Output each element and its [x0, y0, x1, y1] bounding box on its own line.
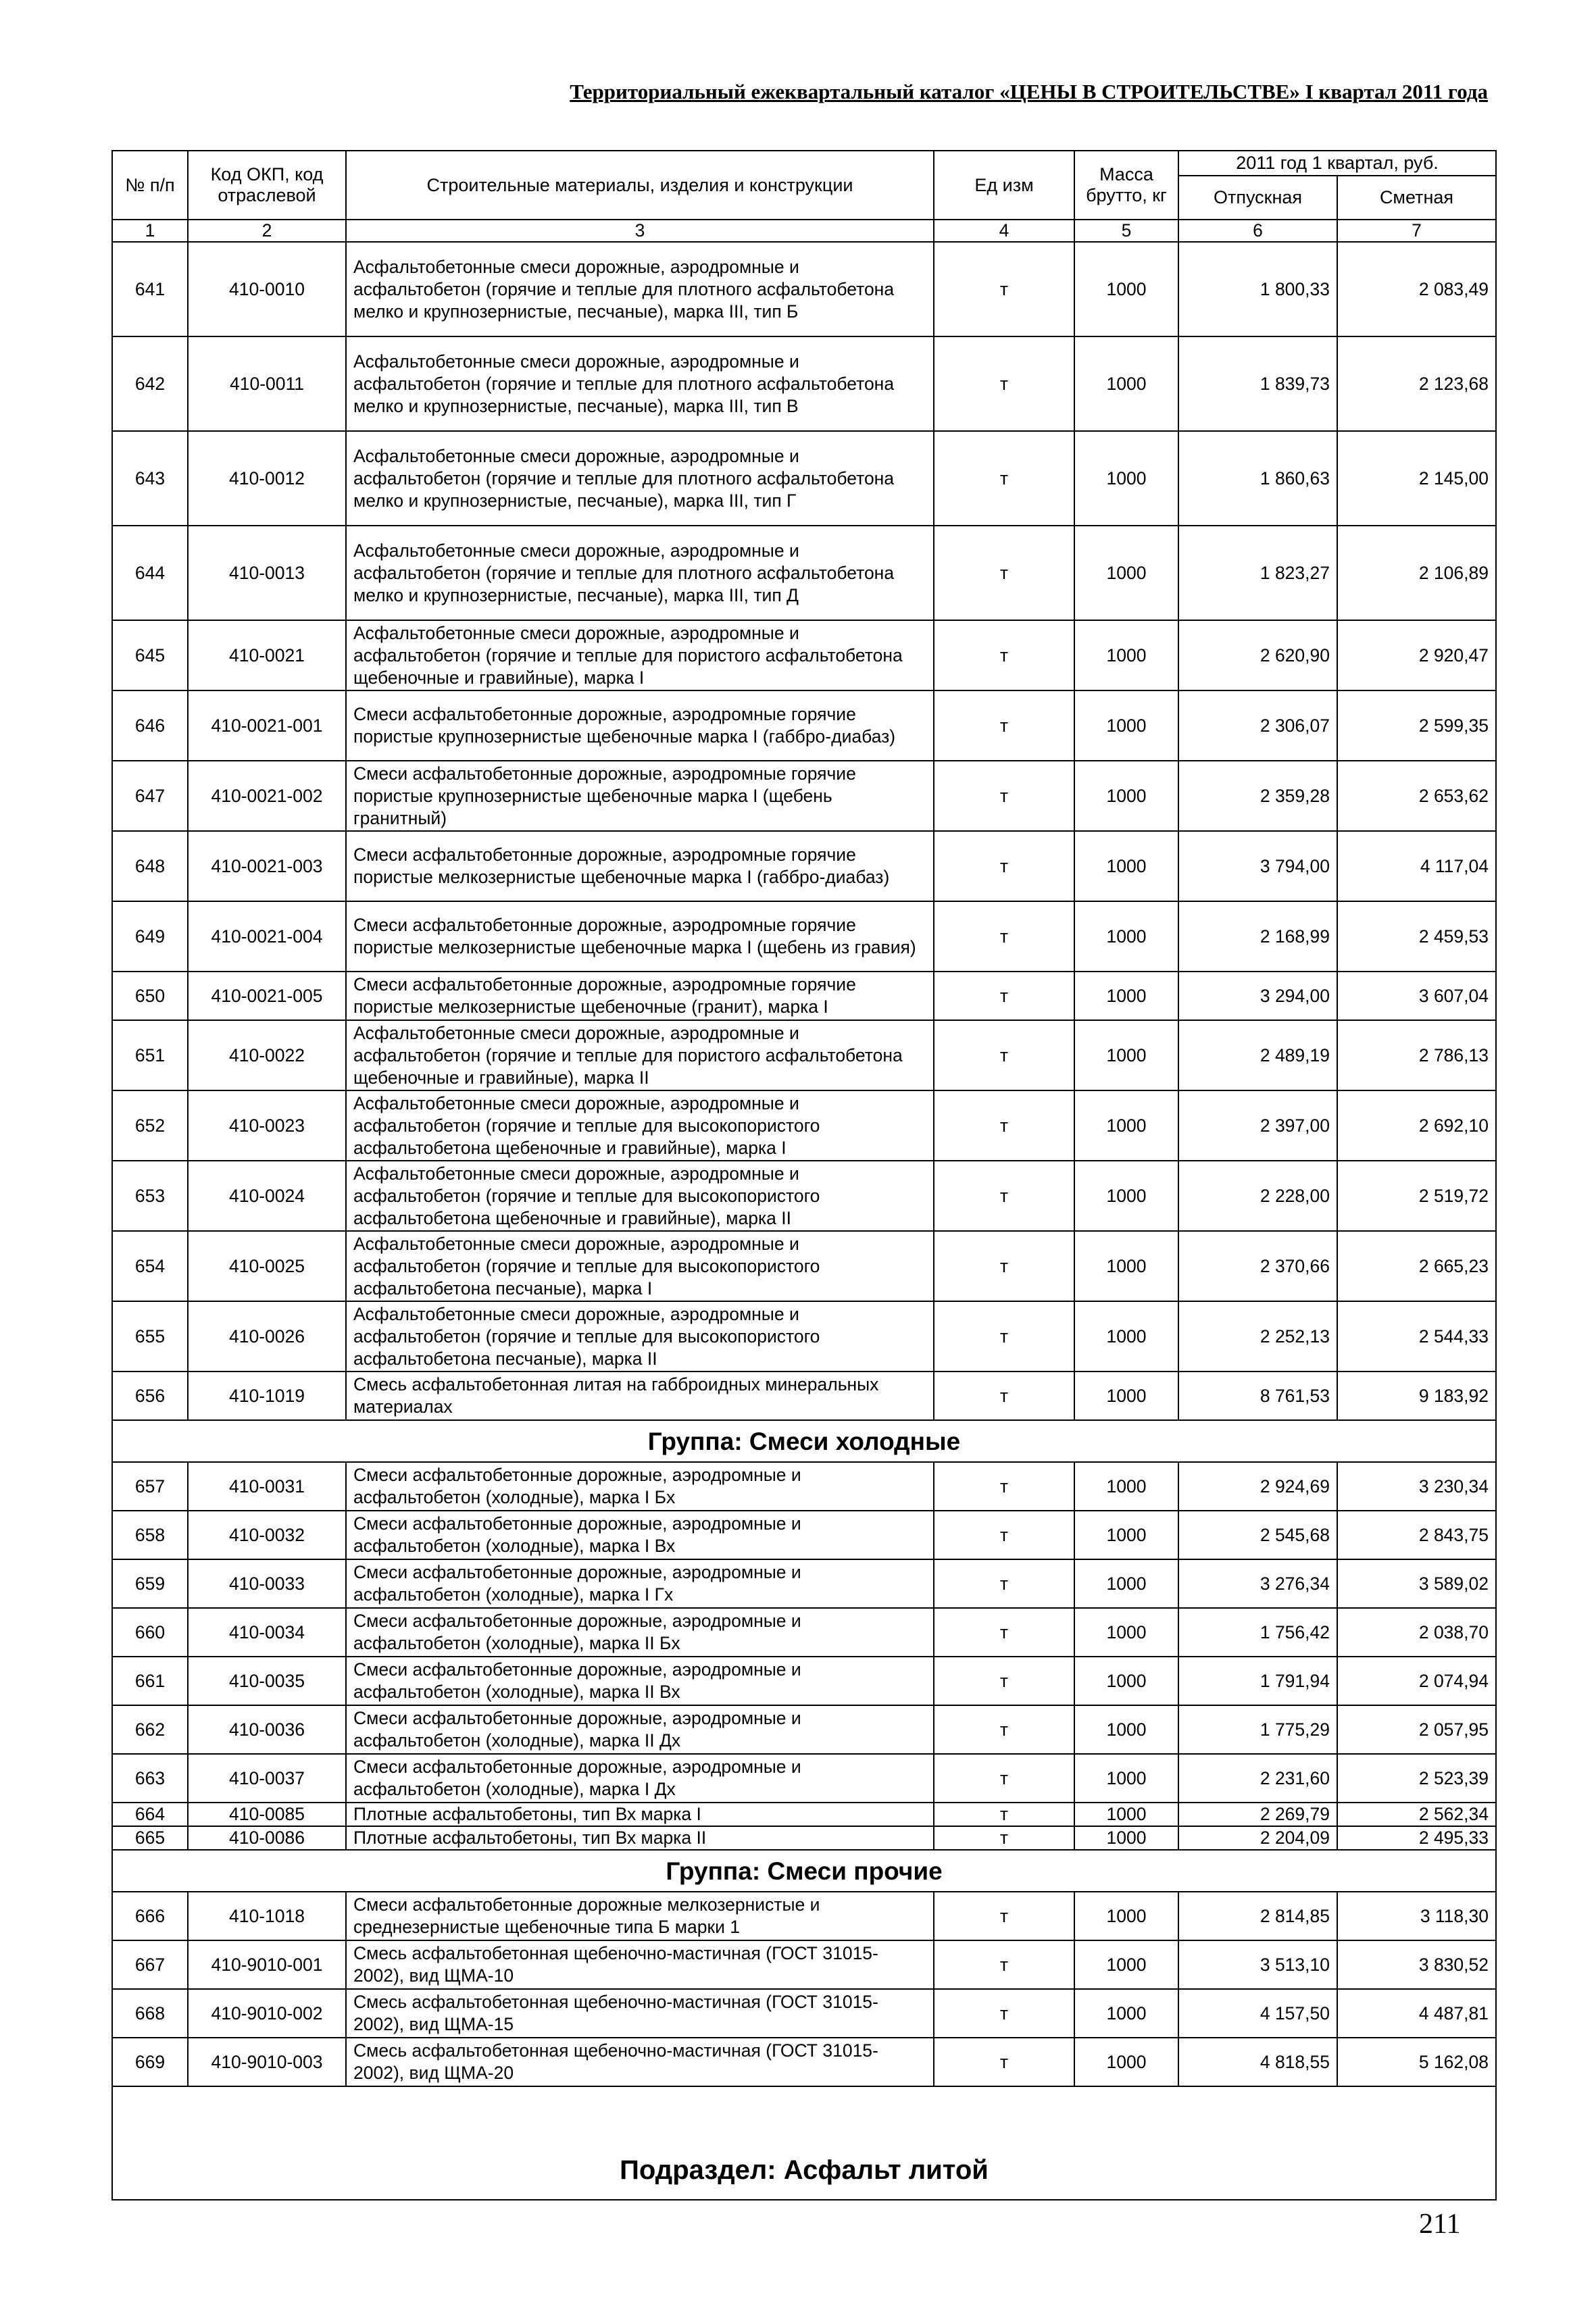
row-unit: т [934, 431, 1074, 526]
row-mass: 1000 [1074, 620, 1178, 690]
row-number: 652 [112, 1090, 188, 1161]
row-unit: т [934, 1372, 1074, 1420]
table-row [112, 1231, 1496, 1301]
row-release-price: 3 276,34 [1178, 1559, 1337, 1608]
row-unit: т [934, 1657, 1074, 1705]
row-name: Асфальтобетонные смеси дорожные, аэродромные и асфальтобетон (горячие и теплые для пористого асфальтобетона щебеночные и гравийные), марка I [346, 620, 934, 690]
row-unit: т [934, 1231, 1074, 1301]
row-release-price: 2 231,60 [1178, 1754, 1337, 1803]
row-unit: т [934, 242, 1074, 336]
row-release-price: 4 157,50 [1178, 1989, 1337, 2038]
group-row [112, 1420, 1496, 1462]
column-index: 7 [1337, 220, 1496, 242]
row-number: 645 [112, 620, 188, 690]
row-estimate-price: 3 830,52 [1337, 1940, 1496, 1989]
row-unit: т [934, 1989, 1074, 2038]
row-number: 663 [112, 1754, 188, 1803]
row-estimate-price: 2 083,49 [1337, 242, 1496, 336]
row-name: Смесь асфальтобетонная литая на габброидных минеральных материалах [346, 1372, 934, 1420]
row-mass: 1000 [1074, 1301, 1178, 1372]
row-mass: 1000 [1074, 1657, 1178, 1705]
row-number: 654 [112, 1231, 188, 1301]
row-number: 665 [112, 1826, 188, 1850]
row-code: 410-0023 [188, 1090, 346, 1161]
row-unit: т [934, 526, 1074, 620]
row-number: 649 [112, 901, 188, 972]
table-row [112, 1020, 1496, 1090]
row-code: 410-0021-005 [188, 972, 346, 1020]
row-mass: 1000 [1074, 901, 1178, 972]
row-mass: 1000 [1074, 690, 1178, 761]
row-code: 410-0021 [188, 620, 346, 690]
row-number: 643 [112, 431, 188, 526]
row-release-price: 2 370,66 [1178, 1231, 1337, 1301]
table-row [112, 2038, 1496, 2086]
table-row [112, 690, 1496, 761]
catalog-body [112, 242, 1496, 2200]
row-code: 410-0035 [188, 1657, 346, 1705]
column-header-release-price: Отпускная [1178, 176, 1337, 220]
row-release-price: 1 823,27 [1178, 526, 1337, 620]
row-name: Смеси асфальтобетонные дорожные мелкозернистые и среднезернистые щебеночные типа Б марки 1 [346, 1892, 934, 1940]
row-mass: 1000 [1074, 1803, 1178, 1826]
row-code: 410-0024 [188, 1161, 346, 1231]
row-number: 659 [112, 1559, 188, 1608]
row-number: 662 [112, 1705, 188, 1754]
row-name: Асфальтобетонные смеси дорожные, аэродромные и асфальтобетон (горячие и теплые для высокопористого асфальтобетона песчаные), марка I [346, 1231, 934, 1301]
row-release-price: 3 794,00 [1178, 831, 1337, 901]
row-release-price: 2 168,99 [1178, 901, 1337, 972]
row-unit: т [934, 2038, 1074, 2086]
row-estimate-price: 4 487,81 [1337, 1989, 1496, 2038]
row-name: Смеси асфальтобетонные дорожные, аэродромные горячие пористые мелкозернистые щебеночные марка I (щебень из гравия) [346, 901, 934, 972]
row-unit: т [934, 761, 1074, 831]
table-row [112, 1940, 1496, 1989]
row-number: 641 [112, 242, 188, 336]
row-mass: 1000 [1074, 526, 1178, 620]
row-mass: 1000 [1074, 1559, 1178, 1608]
row-mass: 1000 [1074, 1161, 1178, 1231]
table-row [112, 336, 1496, 431]
row-code: 410-9010-003 [188, 2038, 346, 2086]
row-code: 410-0021-003 [188, 831, 346, 901]
row-mass: 1000 [1074, 1020, 1178, 1090]
row-code: 410-0026 [188, 1301, 346, 1372]
row-mass: 1000 [1074, 336, 1178, 431]
row-name: Асфальтобетонные смеси дорожные, аэродромные и асфальтобетон (горячие и теплые для пористого асфальтобетона щебеночные и гравийные), марка II [346, 1020, 934, 1090]
row-mass: 1000 [1074, 1462, 1178, 1511]
row-code: 410-0025 [188, 1231, 346, 1301]
row-code: 410-0021-004 [188, 901, 346, 972]
column-header-period: 2011 год 1 квартал, руб. [1178, 151, 1496, 176]
table-row [112, 1803, 1496, 1826]
group-heading: Группа: Смеси прочие [112, 1850, 1496, 1892]
table-row [112, 1301, 1496, 1372]
row-code: 410-0034 [188, 1608, 346, 1657]
row-name: Асфальтобетонные смеси дорожные, аэродромные и асфальтобетон (горячие и теплые для плотного асфальтобетона мелко и крупнозернистые, песчаные), марка III, тип Д [346, 526, 934, 620]
table-row [112, 1754, 1496, 1803]
row-name: Смеси асфальтобетонные дорожные, аэродромные и асфальтобетон (холодные), марка II Дх [346, 1705, 934, 1754]
row-mass: 1000 [1074, 761, 1178, 831]
table-row [112, 1826, 1496, 1850]
row-unit: т [934, 1608, 1074, 1657]
column-header-name: Строительные материалы, изделия и конструкции [346, 151, 934, 220]
row-code: 410-0010 [188, 242, 346, 336]
row-code: 410-0021-001 [188, 690, 346, 761]
row-release-price: 1 839,73 [1178, 336, 1337, 431]
group-row [112, 1850, 1496, 1892]
row-name: Смеси асфальтобетонные дорожные, аэродромные и асфальтобетон (холодные), марка II Вх [346, 1657, 934, 1705]
row-mass: 1000 [1074, 1090, 1178, 1161]
page-number: 211 [1419, 2209, 1461, 2240]
row-mass: 1000 [1074, 831, 1178, 901]
row-unit: т [934, 1803, 1074, 1826]
row-release-price: 2 489,19 [1178, 1020, 1337, 1090]
row-estimate-price: 2 038,70 [1337, 1608, 1496, 1657]
row-estimate-price: 2 665,23 [1337, 1231, 1496, 1301]
row-release-price: 2 252,13 [1178, 1301, 1337, 1372]
table-row [112, 1892, 1496, 1940]
row-estimate-price: 2 562,34 [1337, 1803, 1496, 1826]
table-row [112, 526, 1496, 620]
row-number: 660 [112, 1608, 188, 1657]
column-header-mass: Масса брутто, кг [1074, 151, 1178, 220]
row-code: 410-1019 [188, 1372, 346, 1420]
row-estimate-price: 2 692,10 [1337, 1090, 1496, 1161]
column-index: 4 [934, 220, 1074, 242]
row-unit: т [934, 972, 1074, 1020]
table-row [112, 831, 1496, 901]
column-header-unit: Ед изм [934, 151, 1074, 220]
row-estimate-price: 2 519,72 [1337, 1161, 1496, 1231]
row-unit: т [934, 620, 1074, 690]
row-estimate-price: 5 162,08 [1337, 2038, 1496, 2086]
column-header-number: № п/п [112, 151, 188, 220]
table-row [112, 1511, 1496, 1559]
row-number: 655 [112, 1301, 188, 1372]
row-estimate-price: 3 230,34 [1337, 1462, 1496, 1511]
row-number: 651 [112, 1020, 188, 1090]
row-code: 410-0032 [188, 1511, 346, 1559]
table-row [112, 1090, 1496, 1161]
row-mass: 1000 [1074, 2038, 1178, 2086]
row-code: 410-0013 [188, 526, 346, 620]
row-estimate-price: 2 057,95 [1337, 1705, 1496, 1754]
column-index: 1 [112, 220, 188, 242]
row-code: 410-0086 [188, 1826, 346, 1850]
row-estimate-price: 2 786,13 [1337, 1020, 1496, 1090]
row-release-price: 2 306,07 [1178, 690, 1337, 761]
row-estimate-price: 3 118,30 [1337, 1892, 1496, 1940]
table-row [112, 761, 1496, 831]
row-estimate-price: 2 523,39 [1337, 1754, 1496, 1803]
column-header-code: Код ОКП, код отраслевой [188, 151, 346, 220]
row-release-price: 1 860,63 [1178, 431, 1337, 526]
table-row [112, 431, 1496, 526]
row-estimate-price: 2 843,75 [1337, 1511, 1496, 1559]
row-unit: т [934, 1559, 1074, 1608]
row-code: 410-0037 [188, 1754, 346, 1803]
column-index: 5 [1074, 220, 1178, 242]
subsection-row [112, 2086, 1496, 2200]
table-row [112, 1657, 1496, 1705]
table-row [112, 1372, 1496, 1420]
row-unit: т [934, 831, 1074, 901]
row-name: Смеси асфальтобетонные дорожные, аэродромные горячие пористые крупнозернистые щебеночные марка I (щебень гранитный) [346, 761, 934, 831]
subsection-heading: Подраздел: Асфальт литой [112, 2086, 1496, 2200]
row-release-price: 2 545,68 [1178, 1511, 1337, 1559]
row-mass: 1000 [1074, 1989, 1178, 2038]
column-index: 2 [188, 220, 346, 242]
row-code: 410-9010-001 [188, 1940, 346, 1989]
row-number: 656 [112, 1372, 188, 1420]
row-mass: 1000 [1074, 1231, 1178, 1301]
row-code: 410-1018 [188, 1892, 346, 1940]
row-number: 650 [112, 972, 188, 1020]
row-release-price: 1 775,29 [1178, 1705, 1337, 1754]
row-release-price: 2 269,79 [1178, 1803, 1337, 1826]
row-unit: т [934, 1301, 1074, 1372]
row-unit: т [934, 1892, 1074, 1940]
row-name: Плотные асфальтобетоны, тип Вх марка I [346, 1803, 934, 1826]
row-release-price: 2 204,09 [1178, 1826, 1337, 1850]
row-estimate-price: 3 607,04 [1337, 972, 1496, 1020]
row-release-price: 1 791,94 [1178, 1657, 1337, 1705]
row-name: Смесь асфальтобетонная щебеночно-мастичная (ГОСТ 31015-2002), вид ЩМА-10 [346, 1940, 934, 1989]
row-mass: 1000 [1074, 972, 1178, 1020]
row-code: 410-0011 [188, 336, 346, 431]
row-number: 658 [112, 1511, 188, 1559]
row-code: 410-0085 [188, 1803, 346, 1826]
row-name: Смеси асфальтобетонные дорожные, аэродромные горячие пористые мелкозернистые щебеночные (гранит), марка I [346, 972, 934, 1020]
row-name: Асфальтобетонные смеси дорожные, аэродромные и асфальтобетон (горячие и теплые для плотного асфальтобетона мелко и крупнозернистые, песчаные), марка III, тип Б [346, 242, 934, 336]
row-number: 657 [112, 1462, 188, 1511]
row-mass: 1000 [1074, 431, 1178, 526]
table-row [112, 1989, 1496, 2038]
row-number: 642 [112, 336, 188, 431]
row-number: 646 [112, 690, 188, 761]
row-mass: 1000 [1074, 1372, 1178, 1420]
row-number: 669 [112, 2038, 188, 2086]
row-estimate-price: 2 106,89 [1337, 526, 1496, 620]
row-code: 410-0022 [188, 1020, 346, 1090]
table-row [112, 1705, 1496, 1754]
row-release-price: 2 228,00 [1178, 1161, 1337, 1231]
row-mass: 1000 [1074, 1705, 1178, 1754]
row-estimate-price: 2 459,53 [1337, 901, 1496, 972]
row-name: Асфальтобетонные смеси дорожные, аэродромные и асфальтобетон (горячие и теплые для высокопористого асфальтобетона щебеночные и гравийные), марка I [346, 1090, 934, 1161]
row-estimate-price: 2 495,33 [1337, 1826, 1496, 1850]
row-unit: т [934, 1826, 1074, 1850]
row-name: Смесь асфальтобетонная щебеночно-мастичная (ГОСТ 31015-2002), вид ЩМА-20 [346, 2038, 934, 2086]
row-unit: т [934, 1754, 1074, 1803]
row-unit: т [934, 1511, 1074, 1559]
row-name: Смеси асфальтобетонные дорожные, аэродромные и асфальтобетон (холодные), марка I Гх [346, 1559, 934, 1608]
table-row [112, 1608, 1496, 1657]
row-code: 410-0031 [188, 1462, 346, 1511]
row-estimate-price: 9 183,92 [1337, 1372, 1496, 1420]
row-unit: т [934, 1940, 1074, 1989]
row-name: Смеси асфальтобетонные дорожные, аэродромные и асфальтобетон (холодные), марка II Бх [346, 1608, 934, 1657]
row-mass: 1000 [1074, 1754, 1178, 1803]
row-mass: 1000 [1074, 1608, 1178, 1657]
table-row [112, 242, 1496, 336]
column-index: 3 [346, 220, 934, 242]
row-unit: т [934, 690, 1074, 761]
row-name: Асфальтобетонные смеси дорожные, аэродромные и асфальтобетон (горячие и теплые для плотного асфальтобетона мелко и крупнозернистые, песчаные), марка III, тип Г [346, 431, 934, 526]
row-mass: 1000 [1074, 1892, 1178, 1940]
row-code: 410-0036 [188, 1705, 346, 1754]
row-name: Асфальтобетонные смеси дорожные, аэродромные и асфальтобетон (горячие и теплые для высокопористого асфальтобетона щебеночные и гравийные), марка II [346, 1161, 934, 1231]
row-name: Плотные асфальтобетоны, тип Вх марка II [346, 1826, 934, 1850]
row-name: Смеси асфальтобетонные дорожные, аэродромные и асфальтобетон (холодные), марка I Бх [346, 1462, 934, 1511]
group-heading: Группа: Смеси холодные [112, 1420, 1496, 1462]
row-unit: т [934, 336, 1074, 431]
row-name: Асфальтобетонные смеси дорожные, аэродромные и асфальтобетон (горячие и теплые для плотного асфальтобетона мелко и крупнозернистые, песчаные), марка III, тип В [346, 336, 934, 431]
row-estimate-price: 2 544,33 [1337, 1301, 1496, 1372]
row-name: Смеси асфальтобетонные дорожные, аэродромные и асфальтобетон (холодные), марка I Дх [346, 1754, 934, 1803]
row-release-price: 2 359,28 [1178, 761, 1337, 831]
row-unit: т [934, 901, 1074, 972]
row-estimate-price: 2 599,35 [1337, 690, 1496, 761]
page-header: Территориальный ежеквартальный каталог «ЦЕНЫ В СТРОИТЕЛЬСТВЕ» I квартал 2011 года [570, 80, 1488, 103]
row-estimate-price: 2 123,68 [1337, 336, 1496, 431]
row-unit: т [934, 1161, 1074, 1231]
table-row [112, 1559, 1496, 1608]
row-estimate-price: 3 589,02 [1337, 1559, 1496, 1608]
row-unit: т [934, 1020, 1074, 1090]
row-mass: 1000 [1074, 1940, 1178, 1989]
row-release-price: 2 814,85 [1178, 1892, 1337, 1940]
table-row [112, 972, 1496, 1020]
row-estimate-price: 2 074,94 [1337, 1657, 1496, 1705]
row-release-price: 8 761,53 [1178, 1372, 1337, 1420]
row-mass: 1000 [1074, 1511, 1178, 1559]
row-number: 644 [112, 526, 188, 620]
row-release-price: 2 620,90 [1178, 620, 1337, 690]
row-number: 664 [112, 1803, 188, 1826]
row-name: Смеси асфальтобетонные дорожные, аэродромные и асфальтобетон (холодные), марка I Вх [346, 1511, 934, 1559]
row-release-price: 3 294,00 [1178, 972, 1337, 1020]
row-name: Смеси асфальтобетонные дорожные, аэродромные горячие пористые мелкозернистые щебеночные марка I (габбро-диабаз) [346, 831, 934, 901]
row-estimate-price: 2 145,00 [1337, 431, 1496, 526]
row-code: 410-0021-002 [188, 761, 346, 831]
row-number: 648 [112, 831, 188, 901]
row-estimate-price: 4 117,04 [1337, 831, 1496, 901]
table-row [112, 620, 1496, 690]
row-name: Смеси асфальтобетонные дорожные, аэродромные горячие пористые крупнозернистые щебеночные марка I (габбро-диабаз) [346, 690, 934, 761]
row-unit: т [934, 1090, 1074, 1161]
row-release-price: 4 818,55 [1178, 2038, 1337, 2086]
row-code: 410-0033 [188, 1559, 346, 1608]
row-mass: 1000 [1074, 242, 1178, 336]
row-number: 668 [112, 1989, 188, 2038]
row-code: 410-0012 [188, 431, 346, 526]
price-catalog-table [111, 150, 1497, 2200]
row-unit: т [934, 1705, 1074, 1754]
row-number: 661 [112, 1657, 188, 1705]
row-number: 653 [112, 1161, 188, 1231]
row-estimate-price: 2 920,47 [1337, 620, 1496, 690]
row-estimate-price: 2 653,62 [1337, 761, 1496, 831]
row-release-price: 3 513,10 [1178, 1940, 1337, 1989]
table-row [112, 1161, 1496, 1231]
row-code: 410-9010-002 [188, 1989, 346, 2038]
row-release-price: 2 397,00 [1178, 1090, 1337, 1161]
row-release-price: 2 924,69 [1178, 1462, 1337, 1511]
table-row [112, 1462, 1496, 1511]
table-row [112, 901, 1496, 972]
row-mass: 1000 [1074, 1826, 1178, 1850]
row-name: Асфальтобетонные смеси дорожные, аэродромные и асфальтобетон (горячие и теплые для высокопористого асфальтобетона песчаные), марка II [346, 1301, 934, 1372]
column-index: 6 [1178, 220, 1337, 242]
row-number: 667 [112, 1940, 188, 1989]
row-release-price: 1 800,33 [1178, 242, 1337, 336]
row-number: 666 [112, 1892, 188, 1940]
row-release-price: 1 756,42 [1178, 1608, 1337, 1657]
column-header-estimate-price: Сметная [1337, 176, 1496, 220]
row-unit: т [934, 1462, 1074, 1511]
row-name: Смесь асфальтобетонная щебеночно-мастичная (ГОСТ 31015-2002), вид ЩМА-15 [346, 1989, 934, 2038]
row-number: 647 [112, 761, 188, 831]
